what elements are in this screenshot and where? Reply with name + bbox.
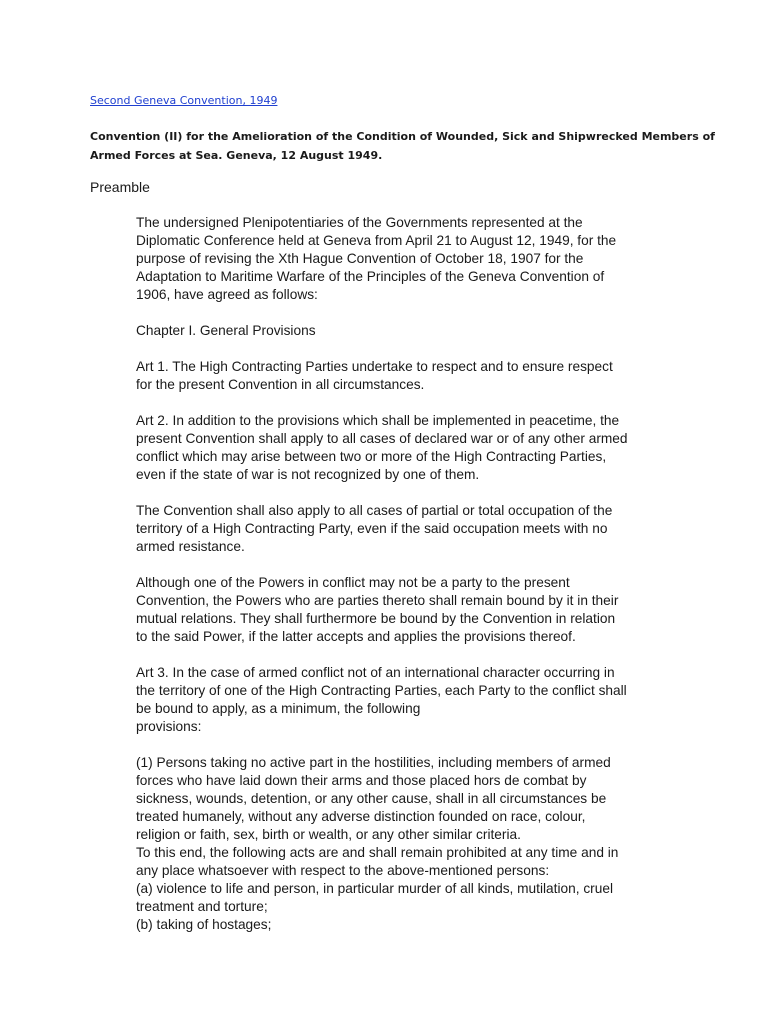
paragraph-art-1 [136,358,696,394]
text-line: even if the state of war is not recognized by one of them. [136,467,480,482]
text-line: Art 1. The High Contracting Parties undertake to respect and to ensure respect [136,359,613,374]
text-line: (b) taking of hostages; [136,917,272,932]
text-line: the territory of one of the High Contracting Parties, each Party to the conflict shall [136,683,627,698]
chapter-heading [136,322,696,340]
text-line: Art 3. In the case of armed conflict not of an international character occurring in [136,665,615,680]
paragraph-art-3-1 [136,754,696,934]
paragraph-art-2 [136,412,696,484]
text-line: provisions: [136,719,202,734]
text-line: sickness, wounds, detention, or any other cause, shall in all circumstances be [136,791,607,806]
text-line: treatment and torture; [136,899,268,914]
paragraph-preamble [136,214,696,304]
text-line: (a) violence to life and person, in particular murder of all kinds, mutilation, cruel [136,881,614,896]
document-subtitle [90,127,715,165]
text-line: purpose of revising the Xth Hague Convention of October 18, 1907 for the [136,251,584,266]
text-line: Adaptation to Maritime Warfare of the Principles of the Geneva Convention of [136,269,605,284]
text-line: mutual relations. They shall furthermore be bound by the Convention in relation [136,611,616,626]
subtitle-line: Convention (II) for the Amelioration of the Condition of Wounded, Sick and Shipwrecked Members of [90,130,715,143]
paragraph-occupation [136,502,696,556]
paragraph-powers [136,574,696,646]
text-line: territory of a High Contracting Party, even if the said occupation meets with no [136,521,608,536]
text-line: to the said Power, if the latter accepts and applies the provisions thereof. [136,629,576,644]
text-line: Convention, the Powers who are parties thereto shall remain bound by it in their [136,593,619,608]
text-line: Although one of the Powers in conflict may not be a party to the present [136,575,570,590]
text-line: Art 2. In addition to the provisions which shall be implemented in peacetime, the [136,413,620,428]
text-line: any place whatsoever with respect to the above-mentioned persons: [136,863,550,878]
text-line: 1906, have agreed as follows: [136,287,318,302]
document-body [136,214,696,934]
text-line: The undersigned Plenipotentiaries of the Governments represented at the [136,215,583,230]
text-line: religion or faith, sex, birth or wealth, or any other similar criteria. [136,827,521,842]
text-line: present Convention shall apply to all cases of declared war or of any other armed [136,431,628,446]
text-line: conflict which may arise between two or more of the High Contracting Parties, [136,449,607,464]
text-line: be bound to apply, as a minimum, the following [136,701,421,716]
text-line: treated humanely, without any adverse distinction founded on race, colour, [136,809,586,824]
text-line: The Convention shall also apply to all cases of partial or total occupation of the [136,503,613,518]
text-line: (1) Persons taking no active part in the hostilities, including members of armed [136,755,611,770]
text-line: Chapter I. General Provisions [136,323,316,338]
text-line: forces who have laid down their arms and those placed hors de combat by [136,773,587,788]
text-line: Diplomatic Conference held at Geneva from April 21 to August 12, 1949, for the [136,233,617,248]
title-link[interactable]: Second Geneva Convention, 1949 [90,94,278,107]
subtitle-line: Armed Forces at Sea. Geneva, 12 August 1949. [90,149,383,162]
preamble-heading: Preamble [90,179,150,195]
text-line: armed resistance. [136,539,245,554]
text-line: To this end, the following acts are and shall remain prohibited at any time and in [136,845,619,860]
text-line: for the present Convention in all circumstances. [136,377,425,392]
paragraph-art-3 [136,664,696,736]
